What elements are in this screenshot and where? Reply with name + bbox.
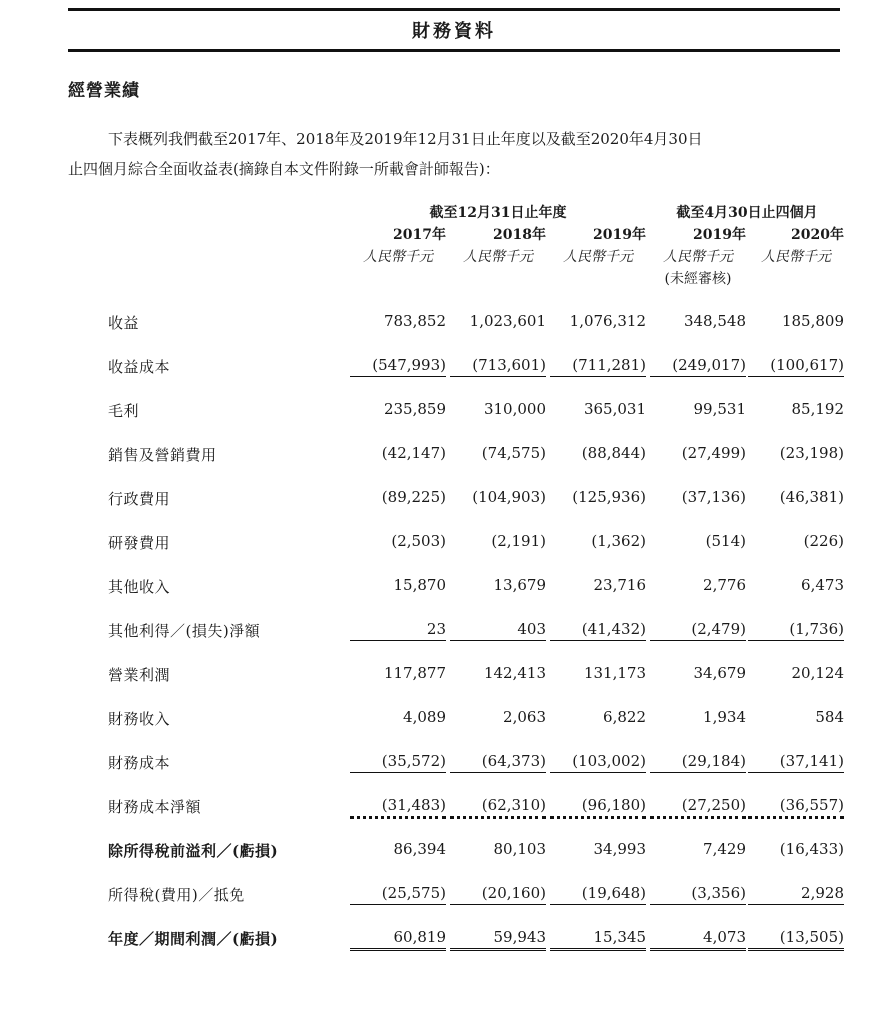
column-unit: 人民幣千元 [761,249,831,265]
column-group-period: 截至4月30日止四個月 [676,205,818,221]
table-cell: (36,557) [748,796,844,819]
column-year: 2020年 [791,227,844,243]
table-cell: (35,572) [350,752,446,773]
table-cell: (62,310) [450,796,546,819]
table-cell: 2,776 [703,576,746,594]
table-cell: (103,002) [550,752,646,773]
column-unit: 人民幣千元 [563,249,633,265]
column-group-year: 截至12月31日止年度 [429,205,567,221]
table-cell: 310,000 [483,400,546,418]
table-cell: (1,736) [748,620,844,641]
row-label: 毛利 [108,402,140,420]
table-cell: 403 [450,620,546,641]
row-label: 收益成本 [108,358,171,376]
table-cell: (2,479) [650,620,746,641]
table-cell: 23 [350,620,446,641]
row-label: 營業利潤 [108,666,171,684]
table-cell: (16,433) [779,840,844,858]
table-cell: (1,362) [591,532,646,550]
row-label: 年度／期間利潤／(虧損) [108,930,279,948]
table-cell: 86,394 [393,840,446,858]
table-cell: (89,225) [381,488,446,506]
table-cell: 59,943 [450,928,546,951]
row-label: 財務收入 [108,710,171,728]
row-label: 行政費用 [108,490,171,508]
table-cell: (37,136) [681,488,746,506]
table-cell: 365,031 [583,400,646,418]
table-cell: (100,617) [748,356,844,377]
table-cell: 2,063 [503,708,546,726]
table-cell: (23,198) [779,444,844,462]
page-title: 財務資料 [412,21,496,42]
column-unit: 人民幣千元 [663,249,733,265]
table-cell: (514) [705,532,746,550]
table-cell: (249,017) [650,356,746,377]
table-cell: (46,381) [779,488,844,506]
table-cell: 13,679 [493,576,546,594]
table-cell: (19,648) [550,884,646,905]
table-cell: (13,505) [748,928,844,951]
table-cell: 6,822 [603,708,646,726]
column-unit: 人民幣千元 [363,249,433,265]
row-label: 研發費用 [108,534,171,552]
row-label: 財務成本淨額 [108,798,202,816]
page-header [68,8,840,52]
table-cell: 131,173 [583,664,646,682]
table-cell: 117,877 [383,664,446,682]
column-unit: 人民幣千元 [463,249,533,265]
table-cell: (713,601) [450,356,546,377]
row-label: 銷售及營銷費用 [108,446,217,464]
table-cell: 20,124 [791,664,844,682]
row-label: 所得稅(費用)／抵免 [108,886,245,904]
table-cell: 783,852 [383,312,446,330]
table-cell: (104,903) [472,488,546,506]
table-cell: 4,089 [403,708,446,726]
row-label: 其他利得／(損失)淨額 [108,622,261,640]
table-cell: (64,373) [450,752,546,773]
table-cell: (20,160) [450,884,546,905]
table-cell: 15,870 [393,576,446,594]
table-cell: (29,184) [650,752,746,773]
table-cell: 584 [815,708,844,726]
table-cell: 99,531 [693,400,746,418]
column-year: 2019年 [593,227,646,243]
table-cell: (31,483) [350,796,446,819]
table-cell: 235,859 [383,400,446,418]
table-cell: 348,548 [683,312,746,330]
table-cell: (74,575) [481,444,546,462]
intro-line-1: 下表概列我們截至2017年、2018年及2019年12月31日止年度以及截至2020年4月30日 [108,130,703,148]
table-cell: 1,023,601 [469,312,546,330]
column-year: 2019年 [693,227,746,243]
table-cell: (27,499) [681,444,746,462]
section-heading: 經營業績 [68,81,140,101]
row-label: 其他收入 [108,578,171,596]
row-label: 除所得稅前溢利／(虧損) [108,842,279,860]
table-cell: 15,345 [550,928,646,951]
table-cell: 7,429 [703,840,746,858]
table-cell: 4,073 [650,928,746,951]
table-cell: 34,679 [693,664,746,682]
table-cell: 85,192 [791,400,844,418]
table-cell: 80,103 [493,840,546,858]
intro-paragraph [68,124,840,184]
table-cell: (25,575) [350,884,446,905]
table-cell: 34,993 [593,840,646,858]
table-cell: 2,928 [748,884,844,905]
table-cell: (42,147) [381,444,446,462]
table-cell: (125,936) [572,488,646,506]
table-cell: (711,281) [550,356,646,377]
table-cell: 1,934 [703,708,746,726]
table-cell: 23,716 [593,576,646,594]
table-cell: (37,141) [748,752,844,773]
column-note: (未經審核) [664,271,732,287]
table-cell: (2,503) [391,532,446,550]
table-cell: 185,809 [781,312,844,330]
column-year: 2017年 [393,227,446,243]
table-cell: (96,180) [550,796,646,819]
table-cell: 60,819 [350,928,446,951]
table-cell: (27,250) [650,796,746,819]
row-label: 收益 [108,314,140,332]
table-cell: (41,432) [550,620,646,641]
row-label: 財務成本 [108,754,171,772]
table-cell: (88,844) [581,444,646,462]
table-cell: (3,356) [650,884,746,905]
table-cell: (2,191) [491,532,546,550]
table-cell: 142,413 [483,664,546,682]
table-cell: 6,473 [801,576,844,594]
column-year: 2018年 [493,227,546,243]
table-cell: (547,993) [350,356,446,377]
table-cell: (226) [803,532,844,550]
table-cell: 1,076,312 [569,312,646,330]
intro-line-2: 止四個月綜合全面收益表(摘錄自本文件附錄一所載會計師報告)： [68,160,500,178]
